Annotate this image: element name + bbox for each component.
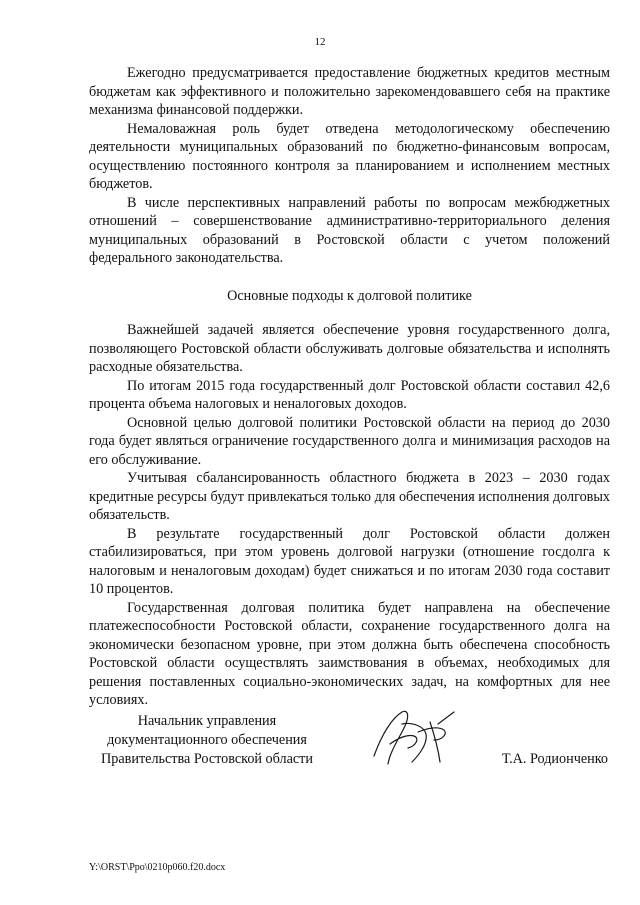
signatory-position-line: Правительства Ростовской области [101,751,313,767]
paragraph: Важнейшей задачей является обеспечение уровня государственного долга, позволяющего Ростовской области обслуживать долговые обязательства и исполнять расходные обязательства. [89,322,610,375]
paragraph: Немаловажная роль будет отведена методологическому обеспечению деятельности муниципальных образований по бюджетно-финансовым вопросам, осуществлению постоянного контроля за планированием и исполнением местных бюджетов. [89,120,610,192]
paragraph: Государственная долговая политика будет направлена на обеспечение платежеспособности Ростовской области, сохранение государственного долга на экономически безопасном уровне, при этом должна быть обеспечена способность Ростовской области осуществлять заимствования в объемах, необходимых для решения поставленных социально-экономических задач, на комфортных для нее условиях. [89,599,610,708]
handwritten-signature [368,704,458,774]
paragraph: В числе перспективных направлений работы по вопросам межбюджетных отношений – совершенствование административно-территориального деления муниципальных образований в Ростовской области с учетом положений федерального законодательства. [89,194,610,266]
file-path-footer: Y:\ORST\Ppo\0210p060.f20.docx [89,862,226,873]
paragraph: Основной целью долговой политики Ростовской области на период до 2030 года будет являться ограничение государственного долга и минимизация расходов на его обслуживание. [89,414,610,468]
signatory-position-line: документационного обеспечения [107,732,307,748]
signatory-name: Т.А. Родионченко [501,751,608,767]
paragraph: В результате государственный долг Ростовской области должен стабилизироваться, при этом уровень долговой нагрузки (отношение госдолга к налоговым и неналоговым доходам) будет снижаться и по итогам 2030 года составит 10 процентов. [89,525,610,597]
page-number: 12 [314,36,326,48]
paragraph: По итогам 2015 года государственный долг Ростовской области составил 42,6 процента объема налоговых и неналоговых доходов. [89,377,610,412]
signatory-position-line: Начальник управления [137,713,277,729]
section-heading: Основные подходы к долговой политике [227,287,472,304]
paragraph: Учитывая сбалансированность областного бюджета в 2023 – 2030 годах кредитные ресурсы будут привлекаться только для обеспечения исполнения долговых обязательств. [89,470,610,523]
paragraph: Ежегодно предусматривается предоставление бюджетных кредитов местным бюджетам как эффективного и положительно зарекомендовавшего себя на практике механизма финансовой поддержки. [89,65,610,118]
document-body [89,64,610,710]
signature-block [0,712,640,772]
signatory-position [89,712,325,769]
